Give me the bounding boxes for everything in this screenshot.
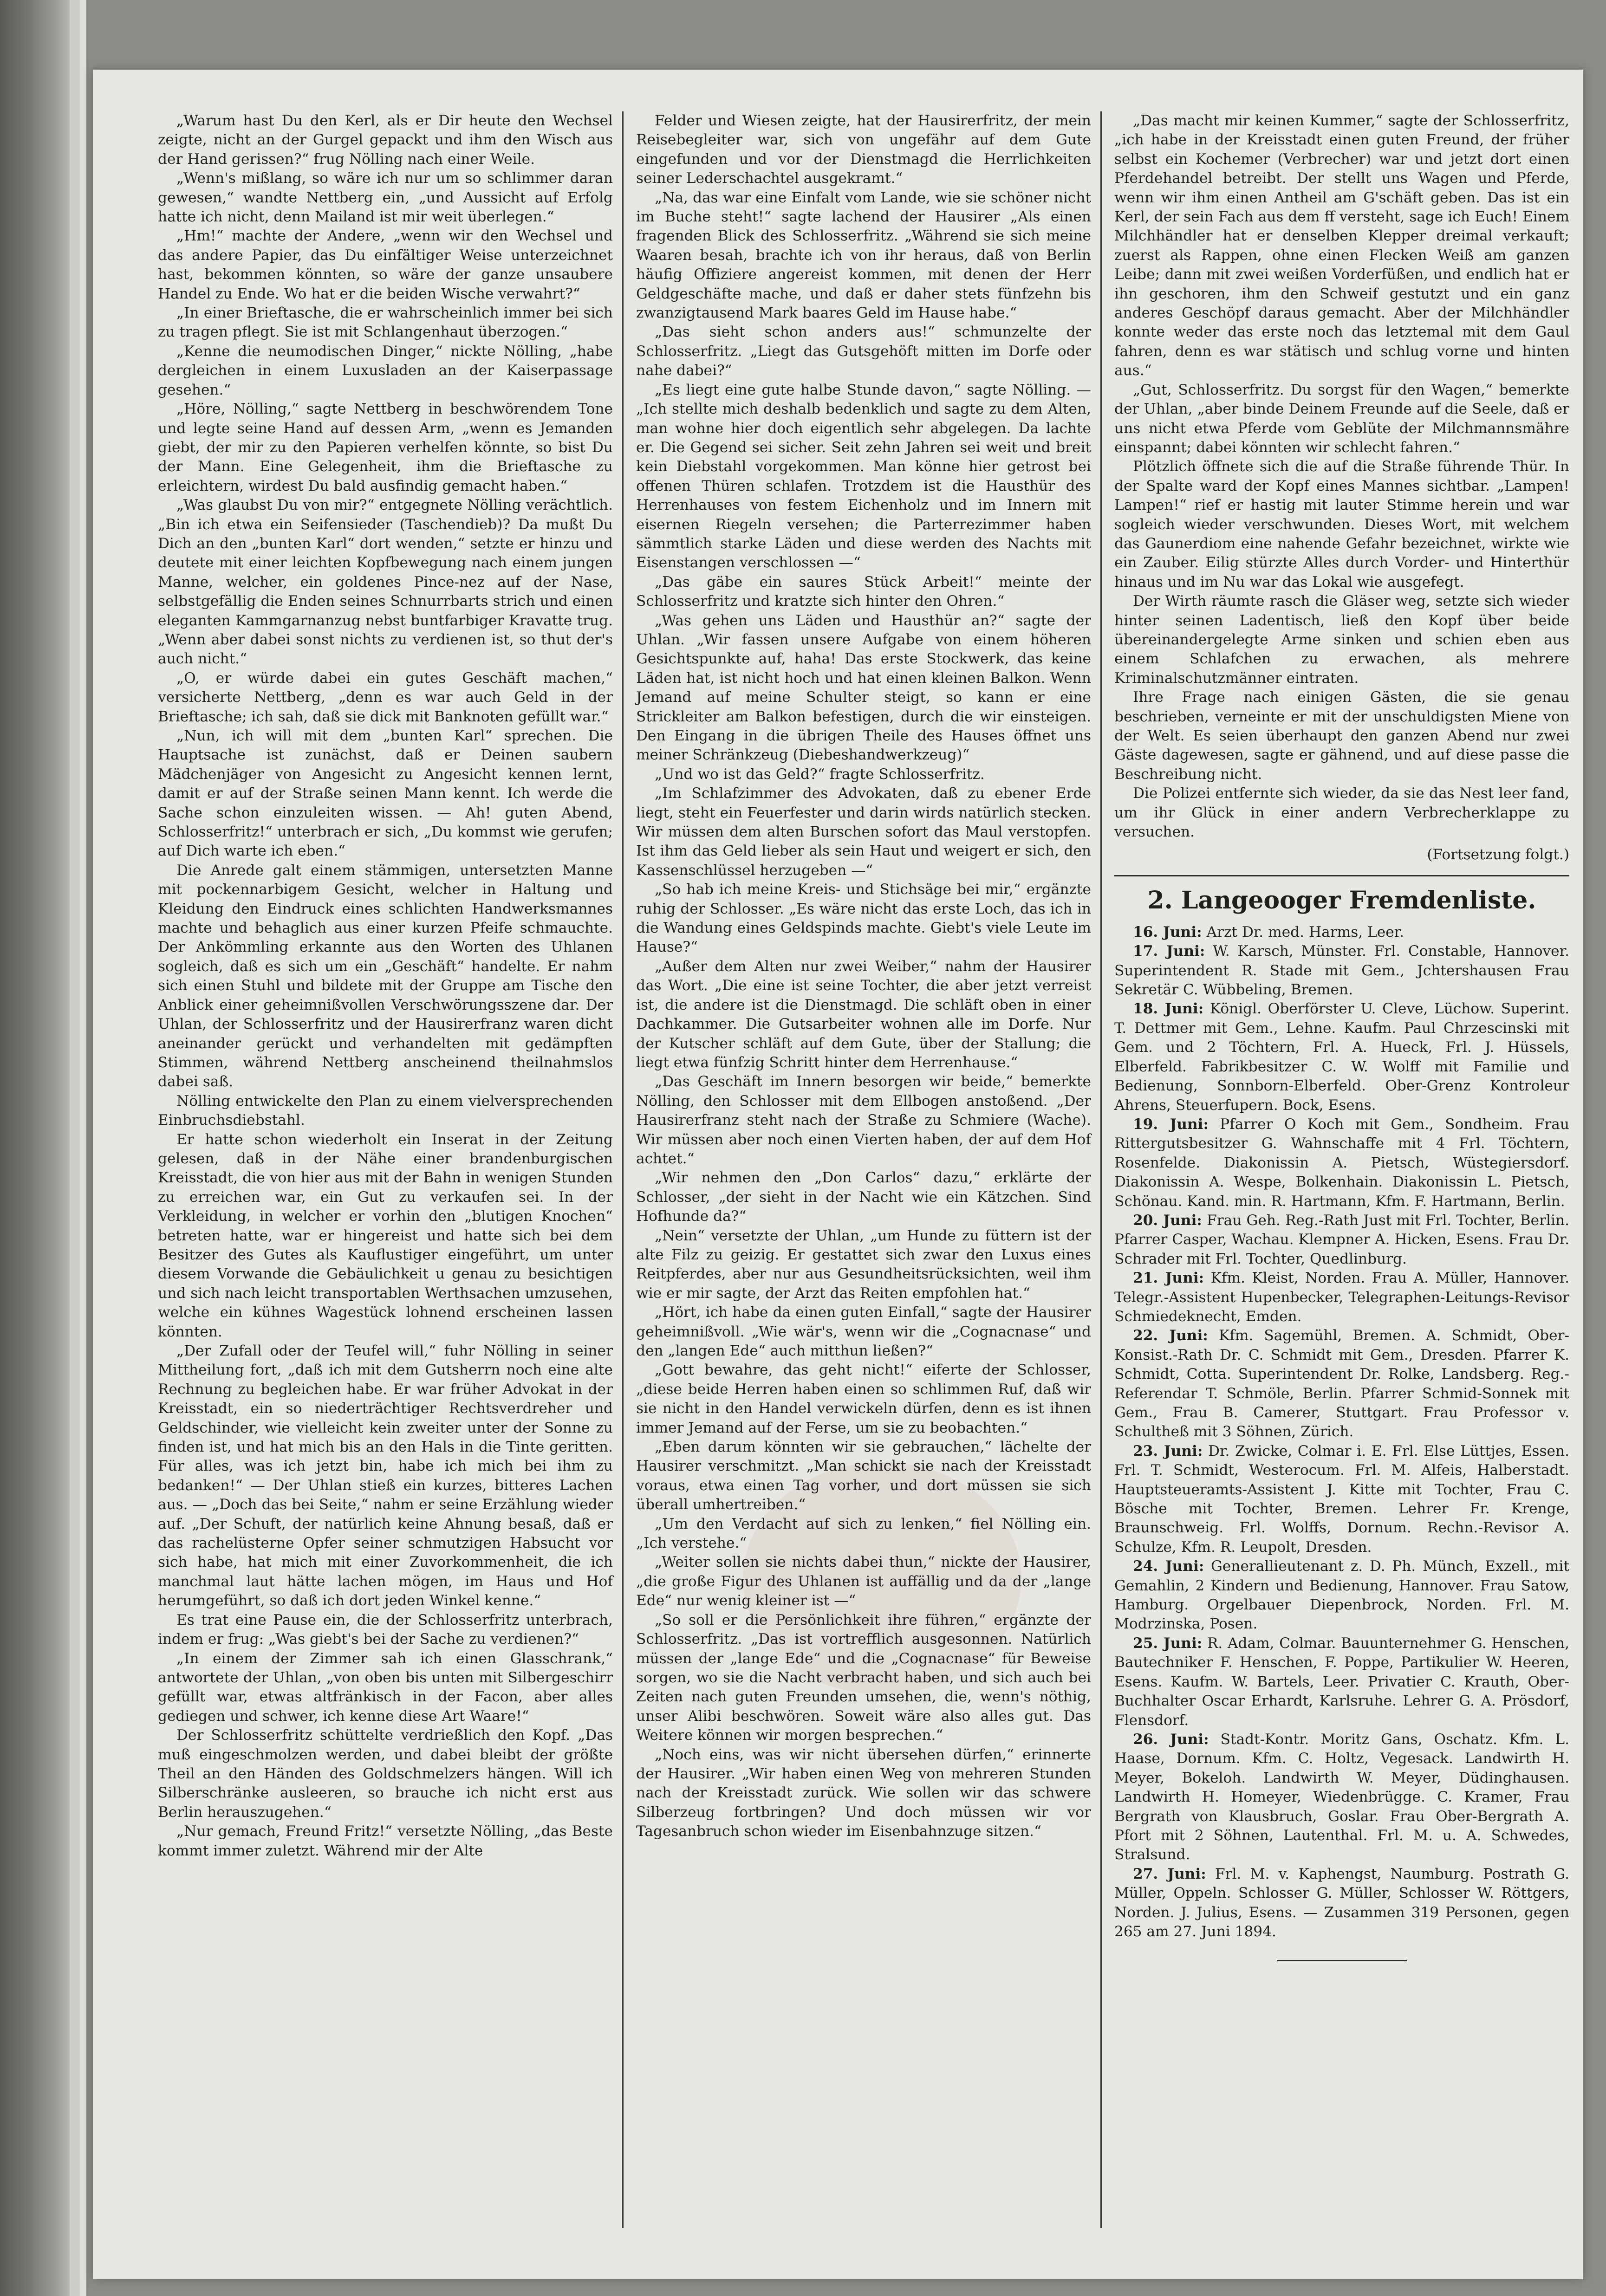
entry-text: Stadt-Kontr. Moritz Gans, Oschatz. Kfm. L. Haase, Dornum. Kfm. C. Holtz, Vegesack. Landwirth H. Meyer, Bokeloh. Landwirth W. Meyer, Düdinghausen. Landwirth H. Homeyer, Wiedenbrügge. C. Kramer, Frau Bergrath von Klausbruch, Goslar. Frau Ober-Bergrath A. Pfort mit 2 Söhnen, Lautenthal. Frl. M. u. A. Schwedes, Stralsund. — [1114, 1731, 1569, 1863]
story-paragraph: „Hört, ich habe da einen guten Einfall,“ sagte der Hausirer geheimnißvoll. „Wie wär's, wenn wir die „Cognacnase“ und den „langen Ede“ auch mitthun ließen?“ — [636, 1304, 1091, 1359]
entry-text: Arzt Dr. med. Harms, Leer. — [1202, 923, 1404, 940]
story-paragraph: „So hab ich meine Kreis- und Stichsäge bei mir,“ ergänzte ruhig der Schlosser. „Es wäre nicht das erste Loch, das ich in die Wandung eines Geldspinds machte. Giebt's viele Leute im Hause?“ — [636, 881, 1091, 956]
story-paragraph: „Außer dem Alten nur zwei Weiber,“ nahm der Hausirer das Wort. „Die eine ist seine Tochter, die aber jetzt verreist ist, die andere ist die Dienstmagd. Die schläft oben in einer Dachkammer. Die Gutsarbeiter wohnen alle im Dorfe. Nur der Kutscher schläft auf dem Gute, über der Stallung; die liegt etwa fünfzig Schritt hinter dem Herrenhause.“ — [636, 958, 1091, 1071]
guestlist-title: 2. Langeooger Fremdenliste. — [1147, 886, 1536, 915]
story-paragraph: „Noch eins, was wir nicht übersehen dürfen,“ erinnerte der Hausirer. „Wir haben einen Weg von mehreren Stunden nach der Kreisstadt zurück. Wie sollen wir das schwere Silberzeug fortbringen? Und doch müssen wir vor Tagesanbruch schon wieder im Eisenbahnzuge sitzen.“ — [636, 1746, 1091, 1840]
story-paragraph: „Nur gemach, Freund Fritz!“ versetzte Nölling, „das Beste kommt immer zuletzt. Während mir der Alte — [158, 1823, 613, 1859]
story-paragraph: „Wenn's mißlang, so wäre ich nur um so schlimmer daran gewesen,“ wandte Nettberg ein, „und Aussicht auf Erfolg hatte ich nicht, denn Mailand ist mir weit überlegen.“ — [158, 170, 613, 226]
story-paragraph: „Gut, Schlosserfritz. Du sorgst für den Wagen,“ bemerkte der Uhlan, „aber binde Deinem Freunde auf die Seele, daß er uns nicht etwa Pferde vom Geblüte der Milchmannsmähre einspannt; dabei könnten wir schlecht fahren.“ — [1114, 381, 1569, 456]
story-paragraph: Die Polizei entfernte sich wieder, da sie das Nest leer fand, um ihr Glück in einer andern Verbrecherklappe zu versuchen. — [1114, 785, 1569, 841]
entry-text: W. Karsch, Münster. Frl. Constable, Hannover. Superintendent R. Stade mit Gem., Jchtershausen Frau Sekretär C. Wübbeling, Bremen. — [1114, 943, 1569, 999]
column-rule — [1100, 111, 1102, 2228]
story-paragraph: „So soll er die Persönlichkeit ihre führen,“ ergänzte der Schlosserfritz. „Das ist vortrefflich ausgesonnen. Natürlich müssen der „lange Ede“ und die „Cognacnase“ für Beweise sorgen, wo sie die Nacht verbracht haben, und sich auch bei Zeiten nach guten Freunden umsehen, die, wenn's nöthig, unser Alibi beschwören. Soweit wäre also alles gut. Das Weitere können wir morgen besprechen.“ — [636, 1611, 1091, 1744]
story-paragraph: „In einem der Zimmer sah ich einen Glasschrank,“ antwortete der Uhlan, „von oben bis unten mit Silbergeschirr gefüllt war, etwas altfränkisch in der Facon, aber alles gediegen und schwer, ich kenne diese Art Waare!“ — [158, 1650, 613, 1725]
section-separator — [1114, 875, 1569, 876]
story-paragraph: „Und wo ist das Geld?“ fragte Schlosserfritz. — [655, 765, 985, 783]
entry-text: Dr. Zwicke, Colmar i. E. Frl. Else Lüttjes, Essen. Frl. T. Schmidt, Westerocum. Frl. M. Alfeis, Halberstadt. Hauptsteueramts-Assistent J. Kitte mit Tochter, Frau C. Bösche mit Tochter, Bremen. Lehrer Fr. Krenge, Braunschweig. Frl. Wolffs, Dornum. Rechn.-Revisor A. Schulze, Kfm. R. Leupolt, Dresden. — [1114, 1442, 1569, 1556]
guestlist-entry — [1114, 1211, 1569, 1269]
entry-date: 26. Juni: — [1133, 1731, 1209, 1748]
entry-date: 20. Juni: — [1133, 1212, 1202, 1229]
story-paragraph: „Wir nehmen den „Don Carlos“ dazu,“ erklärte der Schlosser, „der sieht in der Nacht wie ein Kätzchen. Sind Hofhunde da?“ — [636, 1169, 1091, 1225]
entry-text: Kfm. Kleist, Norden. Frau A. Müller, Hannover. Telegr.-Assistent Hupenbecker, Telegraphen-Leitungs-Revisor Schmiedeknecht, Emden. — [1114, 1270, 1569, 1325]
story-paragraph: „Hm!“ machte der Andere, „wenn wir den Wechsel und das andere Papier, das Du einfältiger Weise unterzeichnet hast, bekommen könnten, so wäre der ganze unsaubere Handel zu Ende. Wo hat er die beiden Wische verwahrt?“ — [158, 227, 613, 302]
story-paragraph: „In einer Brieftasche, die er wahrscheinlich immer bei sich zu tragen pflegt. Sie ist mit Schlangenhaut überzogen.“ — [158, 305, 613, 341]
story-paragraph: Es trat eine Pause ein, die der Schlosserfritz unterbrach, indem er frug: „Was giebt's bei der Sache zu verdienen?“ — [158, 1611, 613, 1648]
story-paragraph: „Na, das war eine Einfalt vom Lande, wie sie schöner nicht im Buche steht!“ sagte lachend der Hausirer „Als einen fragenden Blick des Schlosserfritz. „Während sie sich meine Waaren besah, brachte ich von ihr heraus, daß von Berlin häufig Offiziere angereist kommen, mit denen der Herr Geldgeschäfte mache, und daß er daher stets fünfzehn bis zwanzigtausend Mark baares Geld im Hause habe.“ — [636, 189, 1091, 322]
story-paragraph: „Nein“ versetzte der Uhlan, „um Hunde zu füttern ist der alte Filz zu geizig. Er gestattet sich zwar den Luxus eines Reitpferdes, aber nur aus Gesundheitsrücksichten, weil ihm wie er mir sagte, der Arzt das Reiten empfohlen hat.“ — [636, 1227, 1091, 1302]
story-paragraph: „Das sieht schon anders aus!“ schmunzelte der Schlosserfritz. „Liegt das Gutsgehöft mitten im Dorfe oder nahe dabei?“ — [636, 324, 1091, 379]
page-edge — [80, 0, 86, 2296]
guestlist-entry — [1114, 1557, 1569, 1634]
entry-date: 18. Juni: — [1133, 1000, 1204, 1018]
story-paragraph: „Das Geschäft im Innern besorgen wir beide,“ bemerkte Nölling, den Schlosser mit dem Ellbogen anstoßend. „Der Hausirerfranz steht nach der Straße zu Schmiere (Wache). Wir müssen aber noch einen Vierten haben, der auf dem Hof achtet.“ — [636, 1073, 1091, 1167]
entry-text: Generallieutenant z. D. Ph. Münch, Exzell., mit Gemahlin, 2 Kindern und Bedienung, Hannover. Frau Satow, Hamburg. Orgelbauer Diepenbrock, Norden. Frl. M. Modrzinska, Posen. — [1114, 1558, 1569, 1633]
story-paragraph: Er hatte schon wiederholt ein Inserat in der Zeitung gelesen, daß in der Nähe einer brandenburgischen Kreisstadt, die von hier aus mit der Bahn in wenigen Stunden zu erreichen war, ein Gut zu verkaufen sei. In der Verkleidung, in welcher er vorhin den „blutigen Knochen“ betreten hatte, war er hingereist und hatte sich bei dem Besitzer des Gutes als Kauflustiger eingeführt, um unter diesem Vorwande die Gebäulichkeit u genau zu besichtigen und sich nach leicht transportablen Werthsachen umzusehen, welche ein kühnes Wagestück lohnend erscheinen lassen könnten. — [158, 1131, 613, 1340]
story-paragraph: „Kenne die neumodischen Dinger,“ nickte Nölling, „habe dergleichen in einem Luxusladen an der Kaiserpassage gesehen.“ — [158, 343, 613, 398]
entry-text: R. Adam, Colmar. Bauunternehmer G. Henschen, Bautechniker F. Henschen, F. Poppe, Partikulier W. Heeren, Esens. Kaufm. W. Bartels, Leer. Privatier C. Krauth, Ober-Buchhalter Oscar Erhardt, Karlsruhe. Lehrer G. A. Prösdorf, Flensdorf. — [1114, 1634, 1569, 1729]
story-paragraph: „Im Schlafzimmer des Advokaten, daß zu ebener Erde liegt, steht ein Feuerfester und darin wirds natürlich stecken. Wir müssen dem alten Burschen sofort das Maul verstopfen. Ist ihm das Geld lieber als sein Haut und weigert er sich, den Kassenschlüssel herzugeben —“ — [636, 785, 1091, 879]
story-column-3 — [1114, 111, 1569, 1961]
column-rule — [622, 111, 624, 2228]
story-paragraph: „Gott bewahre, das geht nicht!“ eiferte der Schlosser, „diese beide Herren haben einen so schlimmen Ruf, daß wir sie nicht in den Handel verwickeln dürfen, denn es ist ihnen immer Jemand auf der Ferse, um sie zu beobachten.“ — [636, 1362, 1091, 1436]
guestlist-entry — [1114, 1269, 1569, 1326]
guestlist-entry — [1114, 1115, 1569, 1211]
story-paragraph: „Das gäbe ein saures Stück Arbeit!“ meinte der Schlosserfritz und kratzte sich hinter den Ohren.“ — [636, 573, 1091, 610]
entry-text: Pfarrer O Koch mit Gem., Sondheim. Frau Rittergutsbesitzer G. Wahnschaffe mit 4 Frl. Töchtern, Rosenfelde. Diakonissin A. Pietsch, Wüstegiersdorf. Diakonissin A. Wespe, Bolkenhain. Diakonissin L. Pietsch, Schönau. Kand. min. R. Hartmann, Kfm. F. Hartmann, Berlin. — [1114, 1116, 1569, 1210]
story-paragraph: „Es liegt eine gute halbe Stunde davon,“ sagte Nölling. — „Ich stellte mich deshalb bedenklich und sagte zu dem Alten, man wohne hier doch eigentlich sehr abgelegen. Da lachte er. Die Gegend sei sicher. Seit zehn Jahren sei weit und breit kein Diebstahl vorgekommen. Man könne hier getrost bei offenen Thüren schlafen. Trotzdem ist die Hausthür des Herrenhauses von festem Eichenholz und im Innern mit eisernen Riegeln versehen; die Parterrezimmer haben sämmtlich starke Läden und diese werden des Nachts mit Eisenstangen verschlossen —“ — [636, 381, 1091, 571]
guestlist-entry — [1114, 1865, 1569, 1942]
story-paragraph: Plötzlich öffnete sich die auf die Straße führende Thür. In der Spalte ward der Kopf eines Mannes sichtbar. „Lampen! Lampen!“ rief er hastig mit lauter Stimme herein und war sogleich wieder verschwunden. Dieses Wort, mit welchem das Gaunerdiom eine nahende Gefahr bezeichnet, wirkte wie ein Zauber. Eilig stürzte Alles durch Vorder- und Hinterthür hinaus und im Nu war das Lokal wie ausgefegt. — [1114, 458, 1569, 590]
guestlist-entry — [1114, 1730, 1569, 1865]
page-edge — [70, 0, 80, 2296]
guestlist-entry — [1114, 999, 1569, 1115]
story-paragraph: „Der Zufall oder der Teufel will,“ fuhr Nölling in seiner Mittheilung fort, „daß ich mit dem Gutsherrn noch eine alte Rechnung zu begleichen habe. Er war früher Advokat in der Kreisstadt, ein so niederträchtiger Rechtsverdreher und Geldschinder, wie vielleicht kein zweiter unter der Sonne zu finden ist, und hat mich bis an den Hals in die Tinte geritten. Für alles, was ich jetzt bin, habe ich mich bei ihm zu bedanken!“ — Der Uhlan stieß ein kurzes, bitteres Lachen aus. — „Doch das bei Seite,“ nahm er seine Erzählung wieder auf. „Der Schuft, der natürlich keine Ahnung besaß, daß er das rachelüsterne Opfer seiner schmutzigen Habsucht vor sich habe, hat mich mit einer Zuvorkommenheit, die ich manchmal laut hätte lachen mögen, im Haus und Hof herumgeführt, so daß ich dort jeden Winkel kenne.“ — [158, 1343, 613, 1609]
story-paragraph: „Höre, Nölling,“ sagte Nettberg in beschwörendem Tone und legte seine Hand auf dessen Arm, „wenn es Jemanden giebt, der mir zu den Papieren verhelfen könnte, so bist Du der Mann. Eine Gelegenheit, ihm die Brieftasche zu erleichtern, wirdest Du bald ausfindig gemacht haben.“ — [158, 401, 613, 494]
guestlist-entries — [1114, 923, 1569, 1942]
guestlist-entry — [1114, 942, 1569, 999]
entry-date: 24. Juni: — [1133, 1558, 1204, 1575]
end-rule — [1277, 1960, 1407, 1961]
story-paragraph: „Das macht mir keinen Kummer,“ sagte der Schlosserfritz, „ich habe in der Kreisstadt einen guten Freund, der früher selbst ein Kochemer (Verbrecher) war und jetzt dort einen Pferdehandel betreibt. Der stellt uns Wagen und Pferde, wenn wir ihm einen Antheil am G'schäft geben. Das ist ein Kerl, der sein Fach aus dem ff versteht, sage ich Euch! Einem Milchhändler hat er denselben Klepper dreimal verkauft; zuerst als Rappen, ohne einen Flecken Weiß am ganzen Leibe; dann mit zwei weißen Vorderfüßen, und endlich hat er ihn geschoren, ihm den Schweif gestutzt und ein ganz anderes Geschöpf daraus gemacht. Aber der Milchhändler konnte weder das erste noch das letztemal mit dem Gaul fahren, denn es war stätisch und schlug vorne und hinten aus.“ — [1114, 112, 1569, 379]
entry-date: 16. Juni: — [1133, 923, 1202, 940]
entry-text: Königl. Oberförster U. Cleve, Lüchow. Superint. T. Dettmer mit Gem., Lehne. Kaufm. Paul Chrzescinski mit Gem. und 2 Töchtern, Frl. A. Hueck, Frl. J. Hüssels, Elberfeld. Fabrikbesitzer C. W. Wolff mit Familie und Bedienung, Sonnborn-Elberfeld. Ober-Grenz Kontroleur Ahrens, Steuerfupern. Bock, Esens. — [1114, 1000, 1569, 1114]
story-paragraph: „Um den Verdacht auf sich zu lenken,“ fiel Nölling ein. „Ich verstehe.“ — [636, 1515, 1091, 1552]
guestlist-entry — [1114, 1326, 1569, 1441]
entry-date: 25. Juni: — [1133, 1634, 1203, 1652]
story-paragraph: Der Schlosserfritz schüttelte verdrießlich den Kopf. „Das muß eingeschmolzen werden, und dabei bleibt der größte Theil an den Händen des Goldschmelzers hängen. Will ich Silberschränke ausleeren, so brauche ich nicht erst aus Berlin herauszugehen.“ — [158, 1727, 613, 1821]
entry-date: 22. Juni: — [1133, 1327, 1208, 1344]
entry-date: 17. Juni: — [1133, 943, 1205, 960]
story-column-1 — [158, 111, 613, 1861]
story-paragraph: „Eben darum könnten wir sie gebrauchen,“ lächelte der Hausirer verschmitzt. „Man schickt sie nach der Kreisstadt voraus, etwa einen Tag vorher, und dort müssen sie sich überall umhertreiben.“ — [636, 1439, 1091, 1513]
entry-text: Frl. M. v. Kaphengst, Naumburg. Postrath G. Müller, Oppeln. Schlosser G. Müller, Schlosser W. Röttgers, Norden. J. Julius, Esens. — Zusammen 319 Personen, gegen 265 am 27. Juni 1894. — [1114, 1865, 1569, 1940]
story-paragraph: Ihre Frage nach einigen Gästen, die sie genau beschrieben, verneinte er mit der unschuldigsten Miene von der Welt. Es seien überhaupt den ganzen Abend nur zwei Gäste dagewesen, sagte er gähnend, und auf diese passe die Beschreibung nicht. — [1114, 689, 1569, 783]
story-paragraph: „Was glaubst Du von mir?“ entgegnete Nölling verächtlich. „Bin ich etwa ein Seifensieder (Taschendieb)? Da mußt Du Dich an den „bunten Karl“ dort wenden,“ setzte er hinzu und deutete mit einer leichten Kopfbewegung nach einem jungen Manne, welcher, ein goldenes Pince-nez auf der Nase, selbstgefällig die Enden seines Schnurrbarts strich und einen eleganten Kammgarnanzug nebst buntfarbiger Kravatte trug. „Wenn aber dabei sonst nichts zu verdienen ist, so thut der's auch nicht.“ — [158, 497, 613, 668]
story-paragraph: „Was gehen uns Läden und Hausthür an?“ sagte der Uhlan. „Wir fassen unsere Aufgabe von einem höheren Gesichtspunkte auf, haha! Das erste Stockwerk, das keine Läden hat, ist nicht hoch und hat einen kleinen Balkon. Wenn Jemand auf meine Schulter steigt, so kann er eine Strickleiter am Balkon befestigen, durch die wir einsteigen. Den Eingang in die übrigen Theile des Hauses öffnet uns meiner Schränkzeug (Diebeshandwerkzeug)“ — [636, 612, 1091, 764]
story-paragraph: „Weiter sollen sie nichts dabei thun,“ nickte der Hausirer, „die große Figur des Uhlanen ist auffällig und da der „lange Ede“ nur wenig kleiner ist —“ — [636, 1554, 1091, 1609]
story-paragraph: „Warum hast Du den Kerl, als er Dir heute den Wechsel zeigte, nicht an der Gurgel gepackt und ihm den Wisch aus der Hand gerissen?“ frug Nölling nach einer Weile. — [158, 112, 613, 168]
entry-date: 23. Juni: — [1133, 1442, 1203, 1459]
story-paragraph: Nölling entwickelte den Plan zu einem vielversprechenden Einbruchsdiebstahl. — [158, 1092, 613, 1129]
continued-note: (Fortsetzung folgt.) — [1427, 846, 1569, 863]
entry-date: 27. Juni: — [1133, 1865, 1206, 1882]
story-column-2 — [636, 111, 1091, 1842]
story-text — [1114, 111, 1569, 842]
story-paragraph: „O, er würde dabei ein gutes Geschäft machen,“ versicherte Nettberg, „denn es war auch Geld in der Brieftasche; ich sah, daß sie dick mit Banknoten gefüllt war.“ — [158, 669, 613, 725]
newspaper-page — [93, 70, 1583, 2279]
story-paragraph: Der Wirth räumte rasch die Gläser weg, setzte sich wieder hinter seinen Ladentisch, ließ den Kopf über beide übereinandergelegte Arme sinken und schien eben aus einem Schlafchen zu erwachen, als mehrere Kriminalschutzmänner eintraten. — [1114, 593, 1569, 687]
guestlist-entry — [1114, 923, 1569, 942]
story-paragraph: „Nun, ich will mit dem „bunten Karl“ sprechen. Die Hauptsache ist zunächst, daß er Deinen saubern Mädchenjäger von Angesicht zu Angesicht kennen lernt, damit er auf der Straße seinen Mann kennt. Ich werde die Sache schon einzuleiten wissen. — Ah! guten Abend, Schlosserfritz!“ unterbrach er sich, „Du kommst wie gerufen; auf Dich warte ich eben.“ — [158, 727, 613, 860]
guestlist-entry — [1114, 1442, 1569, 1557]
entry-date: 19. Juni: — [1133, 1116, 1209, 1133]
entry-text: Frau Geh. Reg.-Rath Just mit Frl. Tochter, Berlin. Pfarrer Casper, Wachau. Klempner A. Hicken, Esens. Frau Dr. Schrader mit Frl. Tochter, Quedlinburg. — [1114, 1212, 1569, 1267]
story-paragraph: Die Anrede galt einem stämmigen, untersetzten Manne mit pockennarbigem Gesicht, welcher in Haltung und Kleidung den Eindruck eines schlichten Handwerksmannes machte und behaglich aus einer kurzen Pfeife schmauchte. Der Ankömmling erkannte aus den Worten des Uhlanen sogleich, daß es sich um ein „Geschäft“ handelte. Er nahm sich einen Stuhl und bildete mit der Gruppe am Tische den Anblick einer geheimnißvollen Verschwörungsszene dar. Der Uhlan, der Schlosserfritz und der Hausirerfranz waren dicht aneinander gerückt und verhandelten mit gedämpften Stimmen, während Nettberg anscheinend theilnahmslos dabei saß. — [158, 862, 613, 1090]
entry-date: 21. Juni: — [1133, 1270, 1204, 1287]
book-binding — [0, 0, 70, 2296]
entry-text: Kfm. Sagemühl, Bremen. A. Schmidt, Ober-Konsist.-Rath Dr. C. Schmidt mit Gem., Dresden. Pfarrer K. Schmidt, Cotta. Superintendent Dr. Rolke, Landsberg. Reg.-Referendar T. Schmöle, Berlin. Pfarrer Schmid-Sonnek mit Gem., Frau B. Camerer, Stuttgart. Frau Professor v. Schultheß mit 3 Söhnen, Zürich. — [1114, 1327, 1569, 1440]
story-paragraph: Felder und Wiesen zeigte, hat der Hausirerfritz, der mein Reisebegleiter war, sich von ungefähr auf dem Gute eingefunden und vor der Dienstmagd die Herrlichkeiten seiner Lederschachtel ausgekramt.“ — [636, 112, 1091, 187]
guestlist-entry — [1114, 1634, 1569, 1730]
